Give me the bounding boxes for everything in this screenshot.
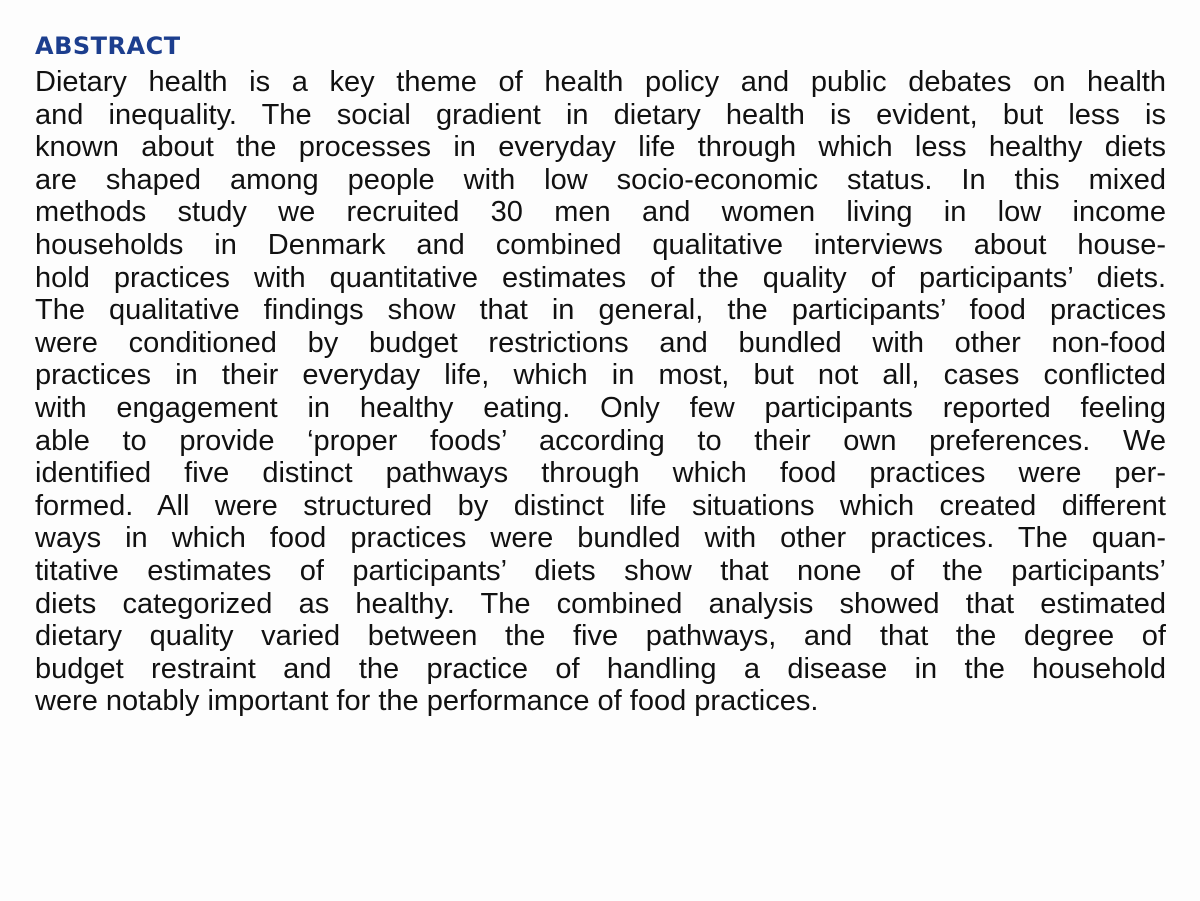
abstract-line: hold practices with quantitative estimates of the quality of participants’ diets.: [35, 261, 1166, 294]
abstract-line: The qualitative findings show that in general, the participants’ food practices: [35, 294, 1166, 327]
abstract-line: dietary quality varied between the five pathways, and that the degree of: [35, 620, 1166, 653]
abstract-line: households in Denmark and combined qualitative interviews about house-: [35, 228, 1166, 261]
abstract-line: known about the processes in everyday life through which less healthy diets: [35, 131, 1166, 164]
abstract-body: [35, 62, 1166, 718]
abstract-line: ways in which food practices were bundled with other practices. The quan-: [35, 522, 1166, 555]
abstract-line: methods study we recruited 30 men and women living in low income: [35, 196, 1166, 229]
abstract-line: identified five distinct pathways through which food practices were per-: [35, 457, 1166, 490]
abstract-line: able to provide ‘proper foods’ according to their own preferences. We: [35, 424, 1166, 457]
abstract-line: with engagement in healthy eating. Only few participants reported feeling: [35, 391, 1166, 424]
abstract-line: practices in their everyday life, which in most, but not all, cases conflicted: [35, 359, 1166, 392]
abstract-line: formed. All were structured by distinct life situations which created different: [35, 489, 1166, 522]
abstract-line: were conditioned by budget restrictions and bundled with other non-food: [35, 326, 1166, 359]
abstract-line: and inequality. The social gradient in dietary health is evident, but less is: [35, 98, 1166, 131]
abstract-line: Dietary health is a key theme of health policy and public debates on health: [35, 66, 1166, 98]
abstract-line: diets categorized as healthy. The combined analysis showed that estimated: [35, 587, 1166, 620]
abstract-line: budget restraint and the practice of handling a disease in the household: [35, 652, 1166, 685]
abstract-heading: ABSTRACT: [35, 32, 181, 60]
abstract-line: titative estimates of participants’ diets show that none of the participants’: [35, 554, 1166, 587]
abstract-line: were notably important for the performance of food practices.: [35, 685, 819, 718]
abstract-line: are shaped among people with low socio-economic status. In this mixed: [35, 163, 1166, 196]
